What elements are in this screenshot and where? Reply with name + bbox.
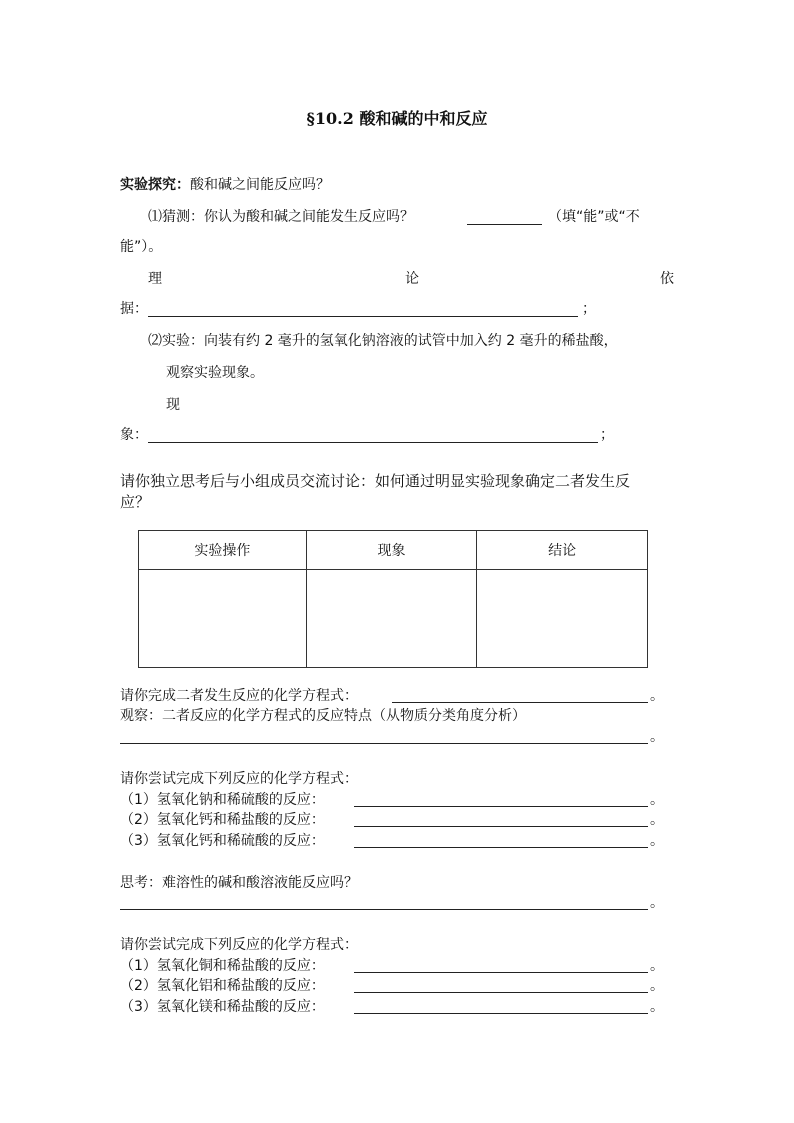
try1-end-1: 。: [650, 792, 664, 808]
basis-label: 据：: [120, 301, 148, 317]
equation-prompt: 请你完成二者发生反应的化学方程式：: [120, 688, 358, 704]
table-cell-phenomenon[interactable]: [306, 570, 477, 668]
try2-prompt: 请你尝试完成下列反应的化学方程式：: [120, 937, 358, 953]
equation-end: 。: [650, 688, 664, 704]
try2-item-3: （3）氢氧化镁和稀盐酸的反应：: [120, 999, 325, 1015]
try1-item-2: （2）氢氧化钙和稀盐酸的反应：: [120, 812, 325, 828]
try2-blank-3[interactable]: [354, 1013, 648, 1014]
explore-heading: 实验探究：: [120, 177, 190, 193]
try1-item-3: （3）氢氧化钙和稀硫酸的反应：: [120, 833, 325, 849]
phenomenon-blank[interactable]: [148, 442, 598, 443]
try2-item-1: （1）氢氧化铜和稀盐酸的反应：: [120, 958, 325, 974]
try2-end-3: 。: [650, 999, 664, 1015]
table-cell-conclusion[interactable]: [477, 570, 648, 668]
try1-item-1: （1）氢氧化钠和稀硫酸的反应：: [120, 792, 325, 808]
experiment-table: [138, 530, 648, 668]
basis-blank[interactable]: [148, 316, 578, 317]
try2-blank-1[interactable]: [354, 972, 648, 973]
try1-end-3: 。: [650, 833, 664, 849]
discuss-line-1: 请你独立思考后与小组成员交流讨论：如何通过明显实验现象确定二者发生反: [120, 472, 631, 490]
basis-char-2: 论: [405, 271, 419, 287]
try2-blank-2[interactable]: [354, 992, 648, 993]
try2-end-1: 。: [650, 958, 664, 974]
think-blank[interactable]: [120, 909, 648, 910]
phenomenon-end: ；: [600, 427, 614, 443]
explore-question: 酸和碱之间能反应吗？: [190, 177, 330, 193]
explore-line: [120, 176, 330, 194]
table-cell-operation[interactable]: [139, 570, 307, 668]
try1-blank-2[interactable]: [354, 826, 648, 827]
basis-char-1: 理: [148, 271, 162, 287]
try2-item-2: （2）氢氧化铝和稀盐酸的反应：: [120, 978, 325, 994]
discuss-line-2: 应？: [120, 493, 151, 511]
guess-hint-cont: 能”）。: [120, 239, 163, 255]
try1-blank-3[interactable]: [354, 847, 648, 848]
experiment-observe: 观察实验现象。: [166, 365, 264, 381]
page-title: §10.2 酸和碱的中和反应: [306, 109, 488, 128]
phenomenon-label: 象：: [120, 427, 148, 443]
basis-end: ；: [582, 301, 596, 317]
observe-end: 。: [650, 729, 664, 745]
table-header-operation: 实验操作: [139, 531, 307, 570]
basis-char-3: 依: [660, 271, 674, 287]
try1-end-2: 。: [650, 812, 664, 828]
try2-end-2: 。: [650, 978, 664, 994]
think-end: 。: [650, 895, 664, 911]
try1-prompt: 请你尝试完成下列反应的化学方程式：: [120, 771, 358, 787]
guess-hint: （填“能”或“不: [548, 209, 640, 225]
phenomenon-char: 现: [166, 397, 180, 413]
table-header-conclusion: 结论: [477, 531, 648, 570]
table-header-phenomenon: 现象: [306, 531, 477, 570]
guess-blank[interactable]: [467, 224, 542, 225]
guess-question: ⑴猜测：你认为酸和碱之间能发生反应吗？: [148, 209, 414, 225]
equation-blank[interactable]: [392, 702, 648, 703]
try1-blank-1[interactable]: [354, 806, 648, 807]
experiment-step: ⑵实验：向装有约 2 毫升的氢氧化钠溶液的试管中加入约 2 毫升的稀盐酸，: [148, 333, 618, 349]
observe-blank[interactable]: [120, 743, 648, 744]
observe-prompt: 观察：二者反应的化学方程式的反应特点（从物质分类角度分析）: [120, 708, 526, 724]
think-prompt: 思考：难溶性的碱和酸溶液能反应吗？: [120, 875, 358, 891]
